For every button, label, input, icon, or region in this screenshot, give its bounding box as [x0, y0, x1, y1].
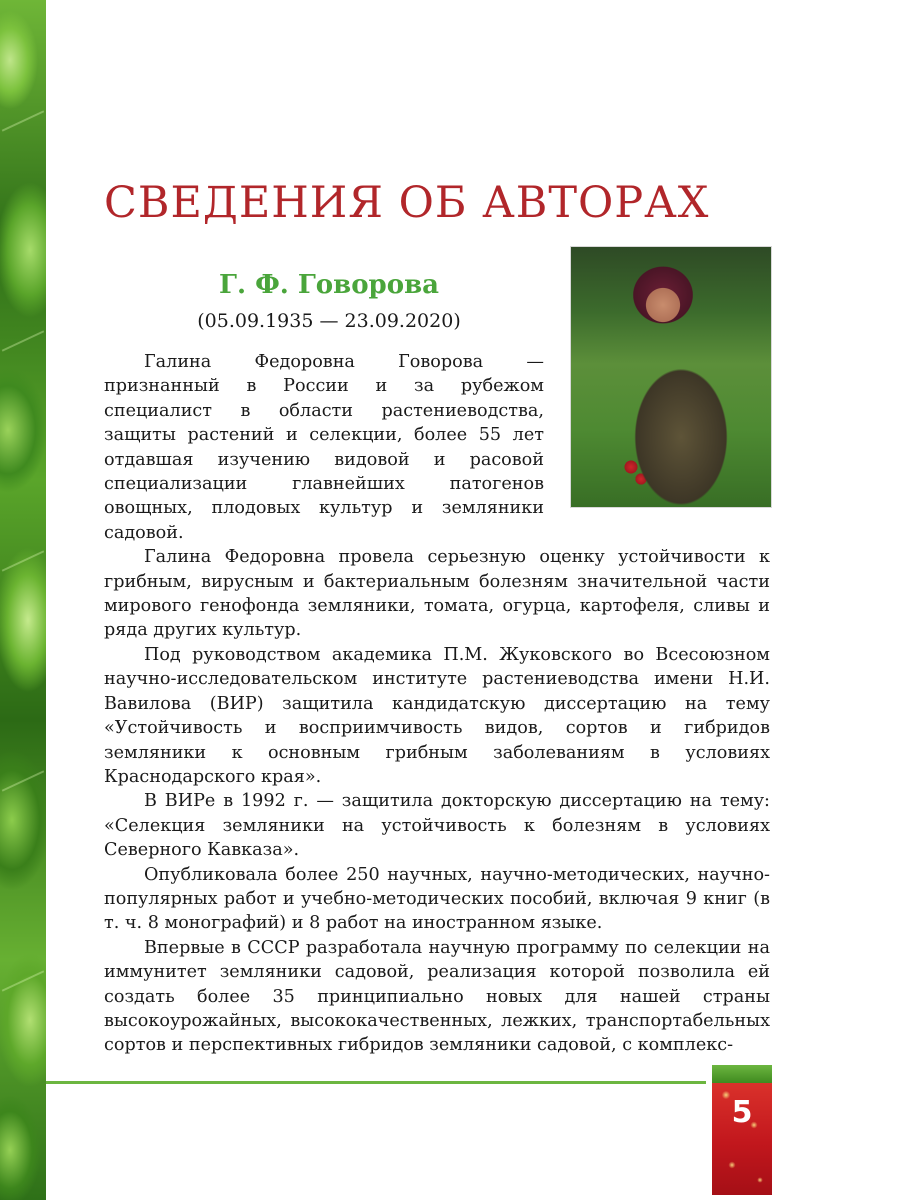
decorative-leaf-strip: [0, 0, 46, 1200]
page-number-tab: [712, 1065, 772, 1195]
leaf-vein: [2, 970, 45, 991]
page-title: СВЕДЕНИЯ ОБ АВТОРАХ: [104, 178, 710, 228]
biography-text: [104, 350, 770, 1058]
paragraph: Галина Федоровна Говорова — признанный в России и за рубежом специалист в области растениеводства, защиты растений и селекции, более 55 лет отдавшая изучению видовой и расовой специализации главнейших патогенов овощных, плодовых культур и земляники садовой.: [104, 352, 544, 543]
paragraph: Галина Федоровна провела серьезную оценку устойчивости к грибным, вирусным и бактериальным болезням значительной части мирового генофонда земляники, томата, огурца, картофеля, сливы и ряда других культур.: [104, 547, 770, 641]
paragraph: Опубликовала более 250 научных, научно-методических, научно-популярных работ и учебно-методических пособий, включая 9 книг (в т. ч. 8 монографий) и 8 работ на иностранном языке.: [104, 864, 770, 934]
footer-divider: [46, 1081, 706, 1084]
paragraph: Под руководством академика П.М. Жуковского во Всесоюзном научно-исследовательском институте растениеводства имени Н.И. Вавилова (ВИР) защитила кандидатскую диссертацию на тему «Устойчивость и восприимчивость видов, сортов и гибридов земляники к основным грибным заболеваниям в условиях Краснодарского края».: [104, 644, 770, 787]
author-dates: (05.09.1935 — 23.09.2020): [197, 310, 461, 332]
paragraph: В ВИРе в 1992 г. — защитила докторскую диссертацию на тему: «Селекция земляники на устойчивость к болезням в условиях Северного Кавказа».: [104, 791, 770, 861]
leaf-vein: [2, 330, 45, 351]
leaf-vein: [2, 110, 45, 131]
leaf-vein: [2, 770, 45, 791]
leaf-vein: [2, 550, 45, 571]
paragraph: Впервые в СССР разработала научную программу по селекции на иммунитет земляники садовой, реализация которой позволила ей создать более 35 принципиально новых для нашей страны высокоурожайных, высококачественных, лежких, транспортабельных сортов и перспективных гибридов земляники садовой, с комплекс-: [104, 937, 770, 1056]
page-number: 5: [731, 1095, 753, 1130]
author-name: Г. Ф. Говорова: [219, 270, 439, 300]
tab-leaf-top: [712, 1065, 772, 1083]
